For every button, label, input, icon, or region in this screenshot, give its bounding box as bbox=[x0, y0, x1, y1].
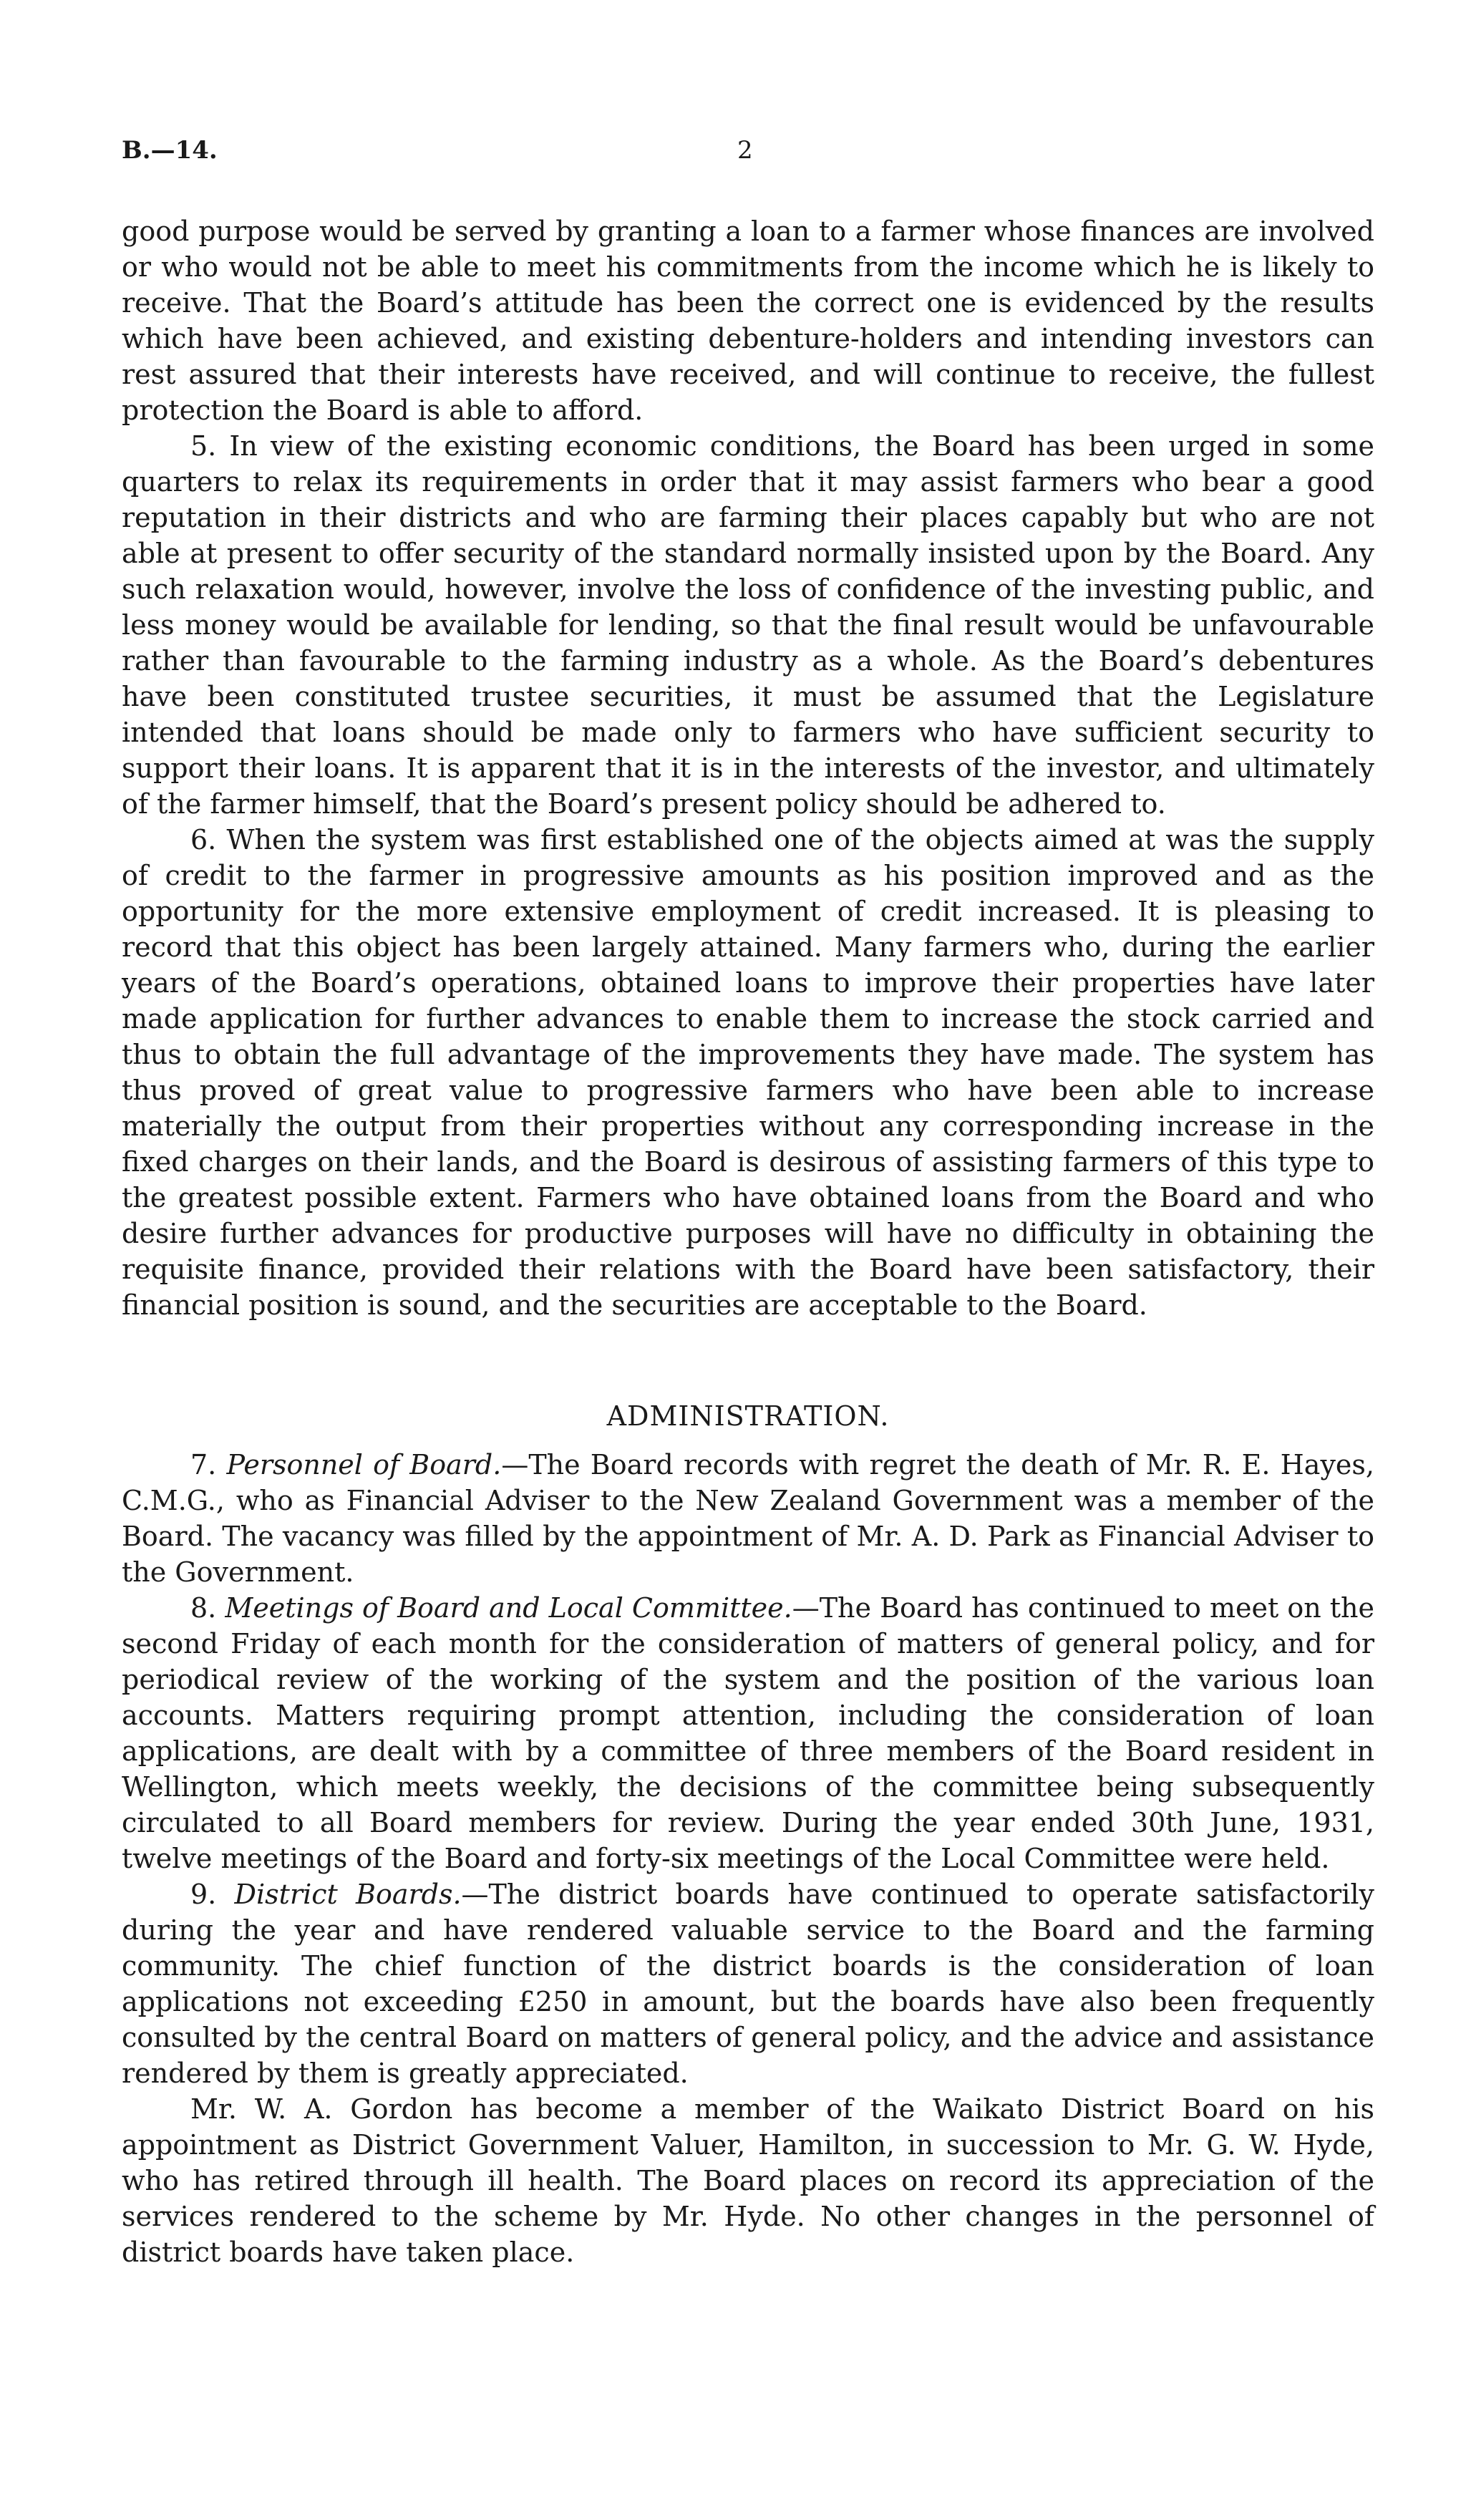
page-number: 2 bbox=[737, 136, 753, 165]
paragraph-number: 7. bbox=[190, 1449, 217, 1480]
section-heading-administration: ADMINISTRATION. bbox=[606, 1400, 890, 1432]
paragraph-10: Mr. W. A. Gordon has become a member of the Waikato District Board on his appointment as District Government Valuer, Hamilton, in succession to Mr. G. W. Hyde, who has retired through ill health. The Board places on record its appreciation of the services rendered to the scheme by Mr. Hyde. No other changes in the personnel of district boards have taken place. bbox=[122, 2093, 1374, 2268]
running-head bbox=[122, 136, 1374, 179]
paragraph-6: 6. When the system was first established one of the objects aimed at was the supply of credit to the farmer in progressive amounts as his position improved and as the opportunity for the more extensive employment of credit increased. It is pleasing to record that this object has been largely attained. Many farmers who, during the earlier years of the Board’s operations, obtained loans to improve their properties have later made application for further advances to enable them to increase the stock carried and thus to obtain the full advantage of the improvements they have made. The system has thus proved of great value to progressive farmers who have been able to increase materially the output from their properties without any corresponding increase in the fixed charges on their lands, and the Board is desirous of assisting farmers of this type to the greatest possible extent. Farmers who have obtained loans from the Board and who desire further advances for productive purposes will have no difficulty in obtaining the requisite finance, provided their relations with the Board have been satisfactory, their financial position is sound, and the securities are acceptable to the Board. bbox=[122, 824, 1374, 1321]
document-code: B.—14. bbox=[122, 136, 218, 165]
paragraph-5: 5. In view of the existing economic conditions, the Board has been urged in some quarters to relax its requirements in order that it may assist farmers who bear a good reputation in their districts and who are farming their places capably but who are not able at present to offer security of the standard normally insisted upon by the Board. Any such relaxation would, however, involve the loss of confidence of the investing public, and less money would be available for lending, so that the final result would be unfavourable rather than favourable to the farming industry as a whole. As the Board’s debentures have been constituted trustee securities, it must be assumed that the Legislature intended that loans should be made only to farmers who have sufficient security to support their loans. It is apparent that it is in the interests of the investor, and ultimately of the farmer himself, that the Board’s present policy should be adhered to. bbox=[122, 430, 1374, 820]
paragraph-7 bbox=[122, 1447, 1374, 1590]
paragraph-8 bbox=[122, 1590, 1374, 1876]
paragraph-text: —The district boards have continued to operate satisfactorily during the year and have rendered valuable service to the Board and the farming community. The chief function of the district boards is the consideration of loan applications not exceeding £250 in amount, but the boards have also been frequently consulted by the central Board on matters of general policy, and the advice and assistance rendered by them is greatly appreciated. bbox=[122, 1879, 1374, 2089]
paragraph-continued: good purpose would be served by granting a loan to a farmer whose finances are involved or who would not be able to meet his commitments from the income which he is likely to receive. That the Board’s attitude has been the correct one is evidenced by the results which have been achieved, and existing debenture-holders and intending investors can rest assured that their interests have received, and will continue to receive, the fullest protection the Board is able to afford. bbox=[122, 215, 1374, 426]
document-page bbox=[122, 136, 1374, 2270]
paragraph-text: —The Board has continued to meet on the second Friday of each month for the consideration of matters of general policy, and for periodical review of the working of the system and the position of the various loan accounts. Matters requiring prompt attention, including the consideration of loan applications, are dealt with by a committee of three members of the Board resident in Wellington, which meets weekly, the decisions of the committee being subsequently circulated to all Board members for review. During the year ended 30th June, 1931, twelve meetings of the Board and forty-six meetings of the Local Committee were held. bbox=[122, 1592, 1374, 1874]
paragraph-9 bbox=[122, 1876, 1374, 2091]
paragraph-heading: Meetings of Board and Local Committee. bbox=[225, 1592, 792, 1624]
paragraph-text: —The Board records with regret the death of Mr. R. E. Hayes, C.M.G., who as Financial Adviser to the New Zealand Government was a member of the Board. The vacancy was filled by the appointment of Mr. A. D. Park as Financial Adviser to the Government. bbox=[122, 1449, 1374, 1588]
paragraph-heading: District Boards. bbox=[234, 1879, 462, 1910]
paragraph-number: 8. bbox=[190, 1592, 217, 1624]
paragraph-heading: Personnel of Board. bbox=[226, 1449, 502, 1480]
paragraph-number: 9. bbox=[190, 1879, 217, 1910]
